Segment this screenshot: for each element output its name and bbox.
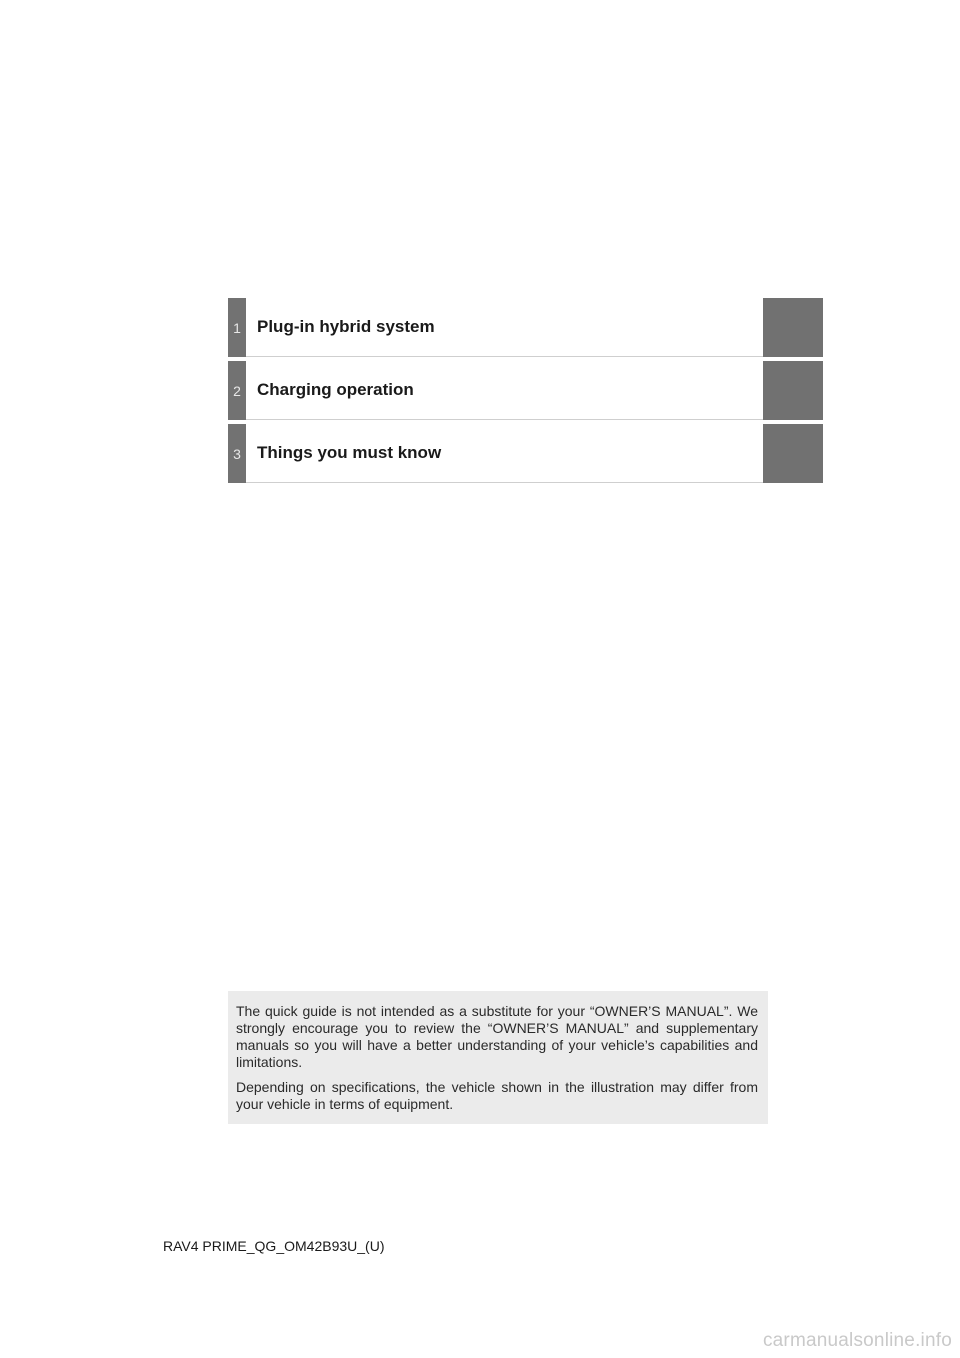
disclaimer-notice: [228, 991, 768, 1124]
toc-title-area: [246, 424, 763, 483]
toc-number-tab: 3: [228, 424, 246, 483]
notice-paragraph-1: The quick guide is not intended as a substitute for your “OWNER’S MANUAL”. We strongly encourage you to review the “OWNER’S MANUAL” and supplementary manuals so you will have a better understanding of your vehicle’s capabilities and limitations.: [236, 1003, 758, 1070]
section-side-tab: [763, 424, 823, 483]
toc-item-title: Charging operation: [257, 380, 414, 399]
document-code: RAV4 PRIME_QG_OM42B93U_(U): [163, 1238, 385, 1254]
toc-item-title: Things you must know: [257, 443, 442, 462]
toc-number-tab: 1: [228, 298, 246, 357]
table-of-contents: [228, 298, 823, 487]
section-side-tab: [763, 298, 823, 357]
toc-item-title: Plug-in hybrid system: [257, 317, 435, 336]
toc-number-tab: 2: [228, 361, 246, 420]
watermark-text: carmanualsonline.info: [762, 1330, 952, 1351]
notice-paragraph-2: Depending on specifications, the vehicle shown in the illustration may differ from your vehicle in terms of equipment.: [236, 1079, 758, 1112]
toc-item-things-you-must-know[interactable]: [228, 424, 823, 483]
toc-item-charging-operation[interactable]: [228, 361, 823, 420]
toc-title-area: [246, 361, 763, 420]
toc-item-plug-in-hybrid-system[interactable]: [228, 298, 823, 357]
toc-title-area: [246, 298, 763, 357]
section-side-tab: [763, 361, 823, 420]
